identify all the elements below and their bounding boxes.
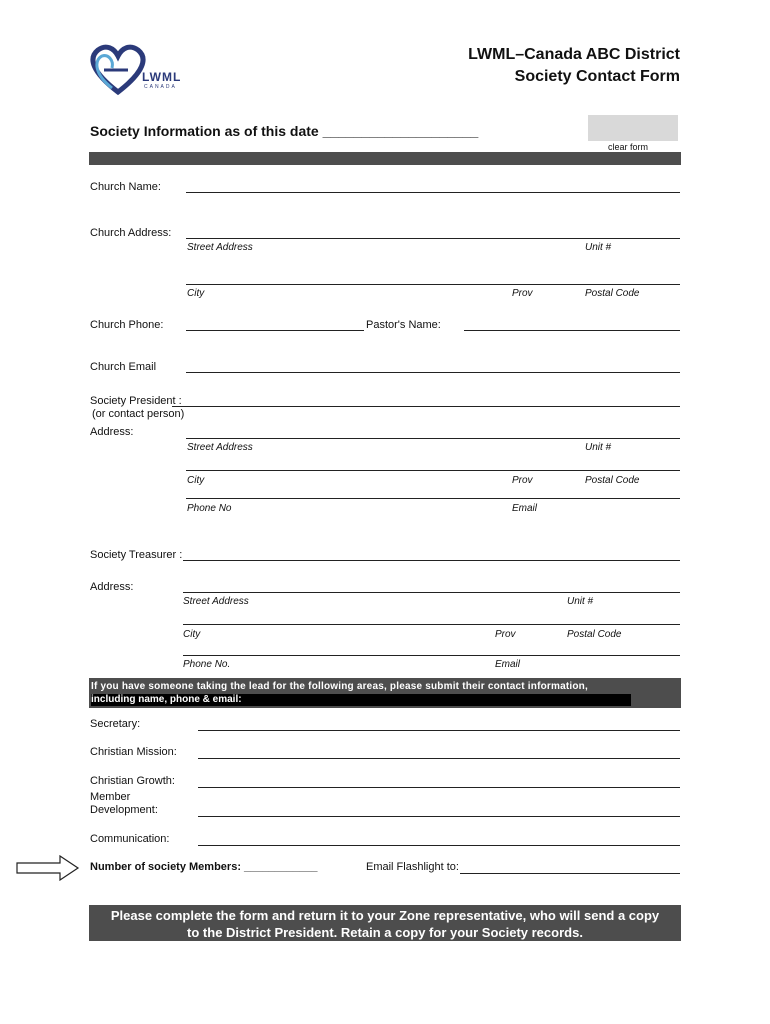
secretary-label: Secretary: (90, 718, 141, 730)
pastor-name-field[interactable] (464, 330, 680, 331)
president-street-field[interactable] (186, 438, 680, 439)
treasurer-city-field[interactable] (183, 624, 680, 625)
church-address-label: Church Address: (90, 227, 172, 239)
communication-label: Communication: (90, 833, 170, 845)
church-email-field[interactable] (186, 372, 680, 373)
email-flashlight-label: Email Flashlight to: (366, 861, 459, 873)
president-name-field[interactable] (172, 406, 680, 407)
church-phone-field[interactable] (186, 330, 364, 331)
christian-growth-label: Christian Growth: (90, 775, 175, 787)
society-info-date-label: Society Information as of this date ____________________ (90, 123, 479, 139)
secretary-field[interactable] (198, 730, 680, 731)
president-email-caption: Email (512, 503, 538, 514)
communication-field[interactable] (198, 845, 680, 846)
church-city-field[interactable] (186, 284, 680, 285)
member-development-label-line1: Member (90, 791, 131, 803)
christian-mission-field[interactable] (198, 758, 680, 759)
treasurer-street-field[interactable] (183, 592, 680, 593)
leads-banner-line1: If you have someone taking the lead for the following areas, please submit their contact information, (91, 681, 588, 692)
president-unit-caption: Unit # (585, 442, 612, 453)
president-phone-caption: Phone No (187, 503, 232, 514)
header-divider-bar (89, 152, 681, 165)
form-title-line1: LWML–Canada ABC District (468, 46, 680, 63)
church-postal-caption: Postal Code (585, 288, 640, 299)
treasurer-street-caption: Street Address (183, 596, 249, 607)
christian-growth-field[interactable] (198, 787, 680, 788)
president-sublabel: (or contact person) (92, 408, 185, 420)
president-postal-caption: Postal Code (585, 475, 640, 486)
church-name-field[interactable] (186, 192, 680, 193)
footer-banner-line1: Please complete the form and return it to your Zone representative, who will send a copy (110, 908, 660, 923)
president-street-caption: Street Address (187, 442, 253, 453)
right-arrow-icon (16, 855, 80, 886)
treasurer-phone-caption: Phone No. (183, 659, 231, 670)
church-name-label: Church Name: (90, 181, 161, 193)
church-prov-caption: Prov (512, 288, 533, 299)
member-development-field[interactable] (198, 816, 680, 817)
logo-text: LWML (142, 70, 182, 84)
president-label: Society President : (90, 395, 182, 407)
treasurer-prov-caption: Prov (495, 629, 516, 640)
church-email-label: Church Email (90, 361, 157, 373)
pastor-name-label: Pastor's Name: (366, 319, 441, 331)
logo-subtext: CANADA (144, 84, 177, 90)
president-prov-caption: Prov (512, 475, 533, 486)
church-city-caption: City (187, 288, 205, 299)
treasurer-unit-caption: Unit # (567, 596, 594, 607)
president-city-caption: City (187, 475, 205, 486)
treasurer-address-label: Address: (90, 581, 134, 593)
lwml-logo (84, 40, 194, 100)
church-street-field[interactable] (186, 238, 680, 239)
leads-banner-line2: including name, phone & email: (91, 694, 631, 706)
form-title-line2: Society Contact Form (514, 68, 680, 85)
president-city-field[interactable] (186, 470, 680, 471)
church-phone-label: Church Phone: (90, 319, 164, 331)
president-phone-field[interactable] (186, 498, 680, 499)
christian-mission-label: Christian Mission: (90, 746, 177, 758)
clear-form-button[interactable] (588, 115, 678, 141)
president-address-label: Address: (90, 426, 134, 438)
number-of-members-label: Number of society Members: ____________ (90, 861, 318, 873)
clear-form-label[interactable]: clear form (608, 142, 649, 152)
email-flashlight-field[interactable] (460, 873, 680, 874)
treasurer-name-field[interactable] (183, 560, 680, 561)
treasurer-city-caption: City (183, 629, 201, 640)
treasurer-label: Society Treasurer : (90, 549, 183, 561)
footer-banner-line2: to the District President. Retain a copy for your Society records. (187, 925, 583, 940)
treasurer-phone-field[interactable] (183, 655, 680, 656)
member-development-label-line2: Development: (90, 804, 158, 816)
treasurer-email-caption: Email (495, 659, 521, 670)
treasurer-postal-caption: Postal Code (567, 629, 622, 640)
church-unit-caption: Unit # (585, 242, 612, 253)
church-street-caption: Street Address (187, 242, 253, 253)
